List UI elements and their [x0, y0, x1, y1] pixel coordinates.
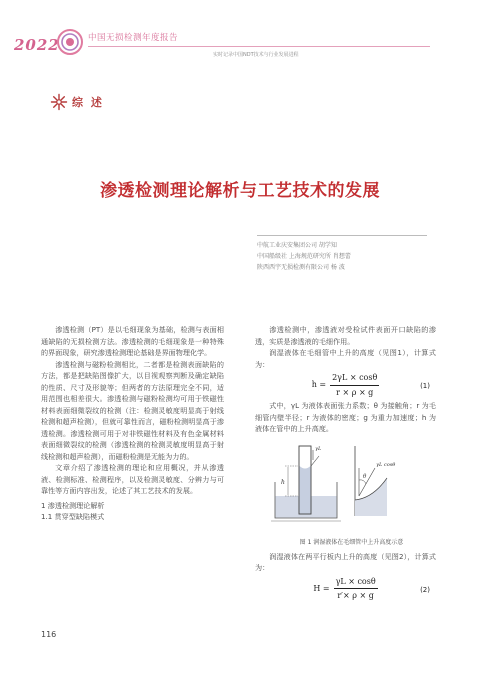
right-column: [255, 324, 436, 604]
report-logo-icon: [57, 29, 83, 55]
author-list: [257, 240, 351, 273]
formula-2-denominator: r′× ρ × g: [337, 591, 374, 600]
comparison-paragraph: 渗透检测与磁粉检测相比，二者都是检测表面缺陷的方法，都是把缺陷图像扩大，以目视观察判断及确定缺陷的性质、尺寸及形貌等；但两者的方法原理完全不同，适用范围也相差很大。渗透检测与磁粉检测均可用于铁磁性材料表面细微裂纹的检测（注：检测灵敏度明显高于射线检测和超声检测），但就可靠性而言，磁粉检测明显高于渗透检测。渗透检测可用于对非铁磁性材料及有色金属材料表面细微裂纹的检测（渗透检测的检测灵敏度明显高于射线检测和超声检测），而磁粉检测是无能为力的。: [41, 359, 224, 461]
author-divider: [257, 235, 427, 236]
formula-2-fraction: [334, 576, 378, 602]
page-number: 116: [41, 630, 57, 639]
heading-1: [41, 500, 224, 512]
formula-1-lhs: h =: [311, 380, 327, 390]
heading-1-number: 1: [41, 500, 46, 510]
heading-1-text: 渗透检测理论解析: [47, 500, 105, 510]
formula-1-numerator: 2γL × cosθ: [330, 372, 379, 386]
capillary-figure: [255, 438, 436, 532]
report-subtitle: 实时记录中国NDT技术与行业发展进程: [213, 52, 299, 58]
formula-2-number: (2): [420, 585, 430, 594]
plate-rise-paragraph: 润湿液体在两平行板内上升的高度（见图2），计算式为：: [255, 551, 436, 572]
article-title: 渗透检测理论解析与工艺技术的发展: [100, 181, 380, 201]
report-year: 2022: [14, 36, 60, 54]
figure-1-caption: 图 1 润湿液体在毛细管中上升高度示意: [299, 539, 404, 546]
tube-rise-paragraph: 润湿液体在毛细管中上升的高度（见图1），计算式为：: [255, 348, 436, 369]
author-line-2: 中国船级社 上海规范研究所 肖想蕾: [257, 253, 351, 260]
header-divider: [88, 46, 430, 47]
author-line-3: 陕西西宇无损检测有限公司 杨 波: [257, 264, 345, 271]
figure-gamma-cos-label: γL cosθ: [376, 461, 396, 468]
formula-1-number: (1): [420, 382, 430, 390]
left-column: [41, 324, 224, 523]
formula-1: [255, 370, 436, 400]
figure-h-label: h: [281, 478, 285, 486]
formula-2-numerator: γL × cosθ: [334, 576, 378, 590]
section-label: 综 述: [72, 96, 104, 109]
page-header: [0, 0, 480, 62]
summary-paragraph: 文章介绍了渗透检测的理论和应用概况，并从渗透液、检测标准、检测程序，以及检测灵敏度、分辨力与可靠性等方面内容出发，论述了其工艺技术的发展。: [41, 463, 224, 495]
section-tag: [50, 93, 104, 111]
heading-1-1: 1.1 贯穿型缺陷模式: [41, 512, 105, 521]
formula-1-denominator: r × ρ × g: [336, 387, 374, 397]
report-title: 中国无损检测年度报告: [88, 33, 179, 43]
figure-theta-label: θ: [363, 473, 367, 480]
figure-gamma-label: γL: [315, 445, 322, 452]
snowflake-icon: [50, 93, 68, 111]
intro-paragraph: 渗透检测（PT）是以毛细现象为基础，检测与表面相通缺陷的无损检测方法。渗透检测的毛细现象是一种特殊的界面现象，研究渗透检测理论基础是界面物理化学。: [41, 325, 224, 357]
formula-2-lhs: H =: [313, 583, 330, 593]
formula-1-fraction: [330, 372, 379, 398]
variables-paragraph: 式中，γL 为液体表面张力系数；θ 为接触角；r 为毛细管内壁半径；r 为液体的密度；g 为重力加速度；h 为液体在管中的上升高度。: [255, 401, 436, 433]
formula-2: [255, 574, 436, 604]
author-line-1: 中航工业庆安集团公司 胡学知: [257, 242, 337, 249]
capillary-paragraph: 渗透检测中，渗透液对受检试件表面开口缺陷的渗透，实质是渗透液的毛细作用。: [255, 325, 436, 346]
